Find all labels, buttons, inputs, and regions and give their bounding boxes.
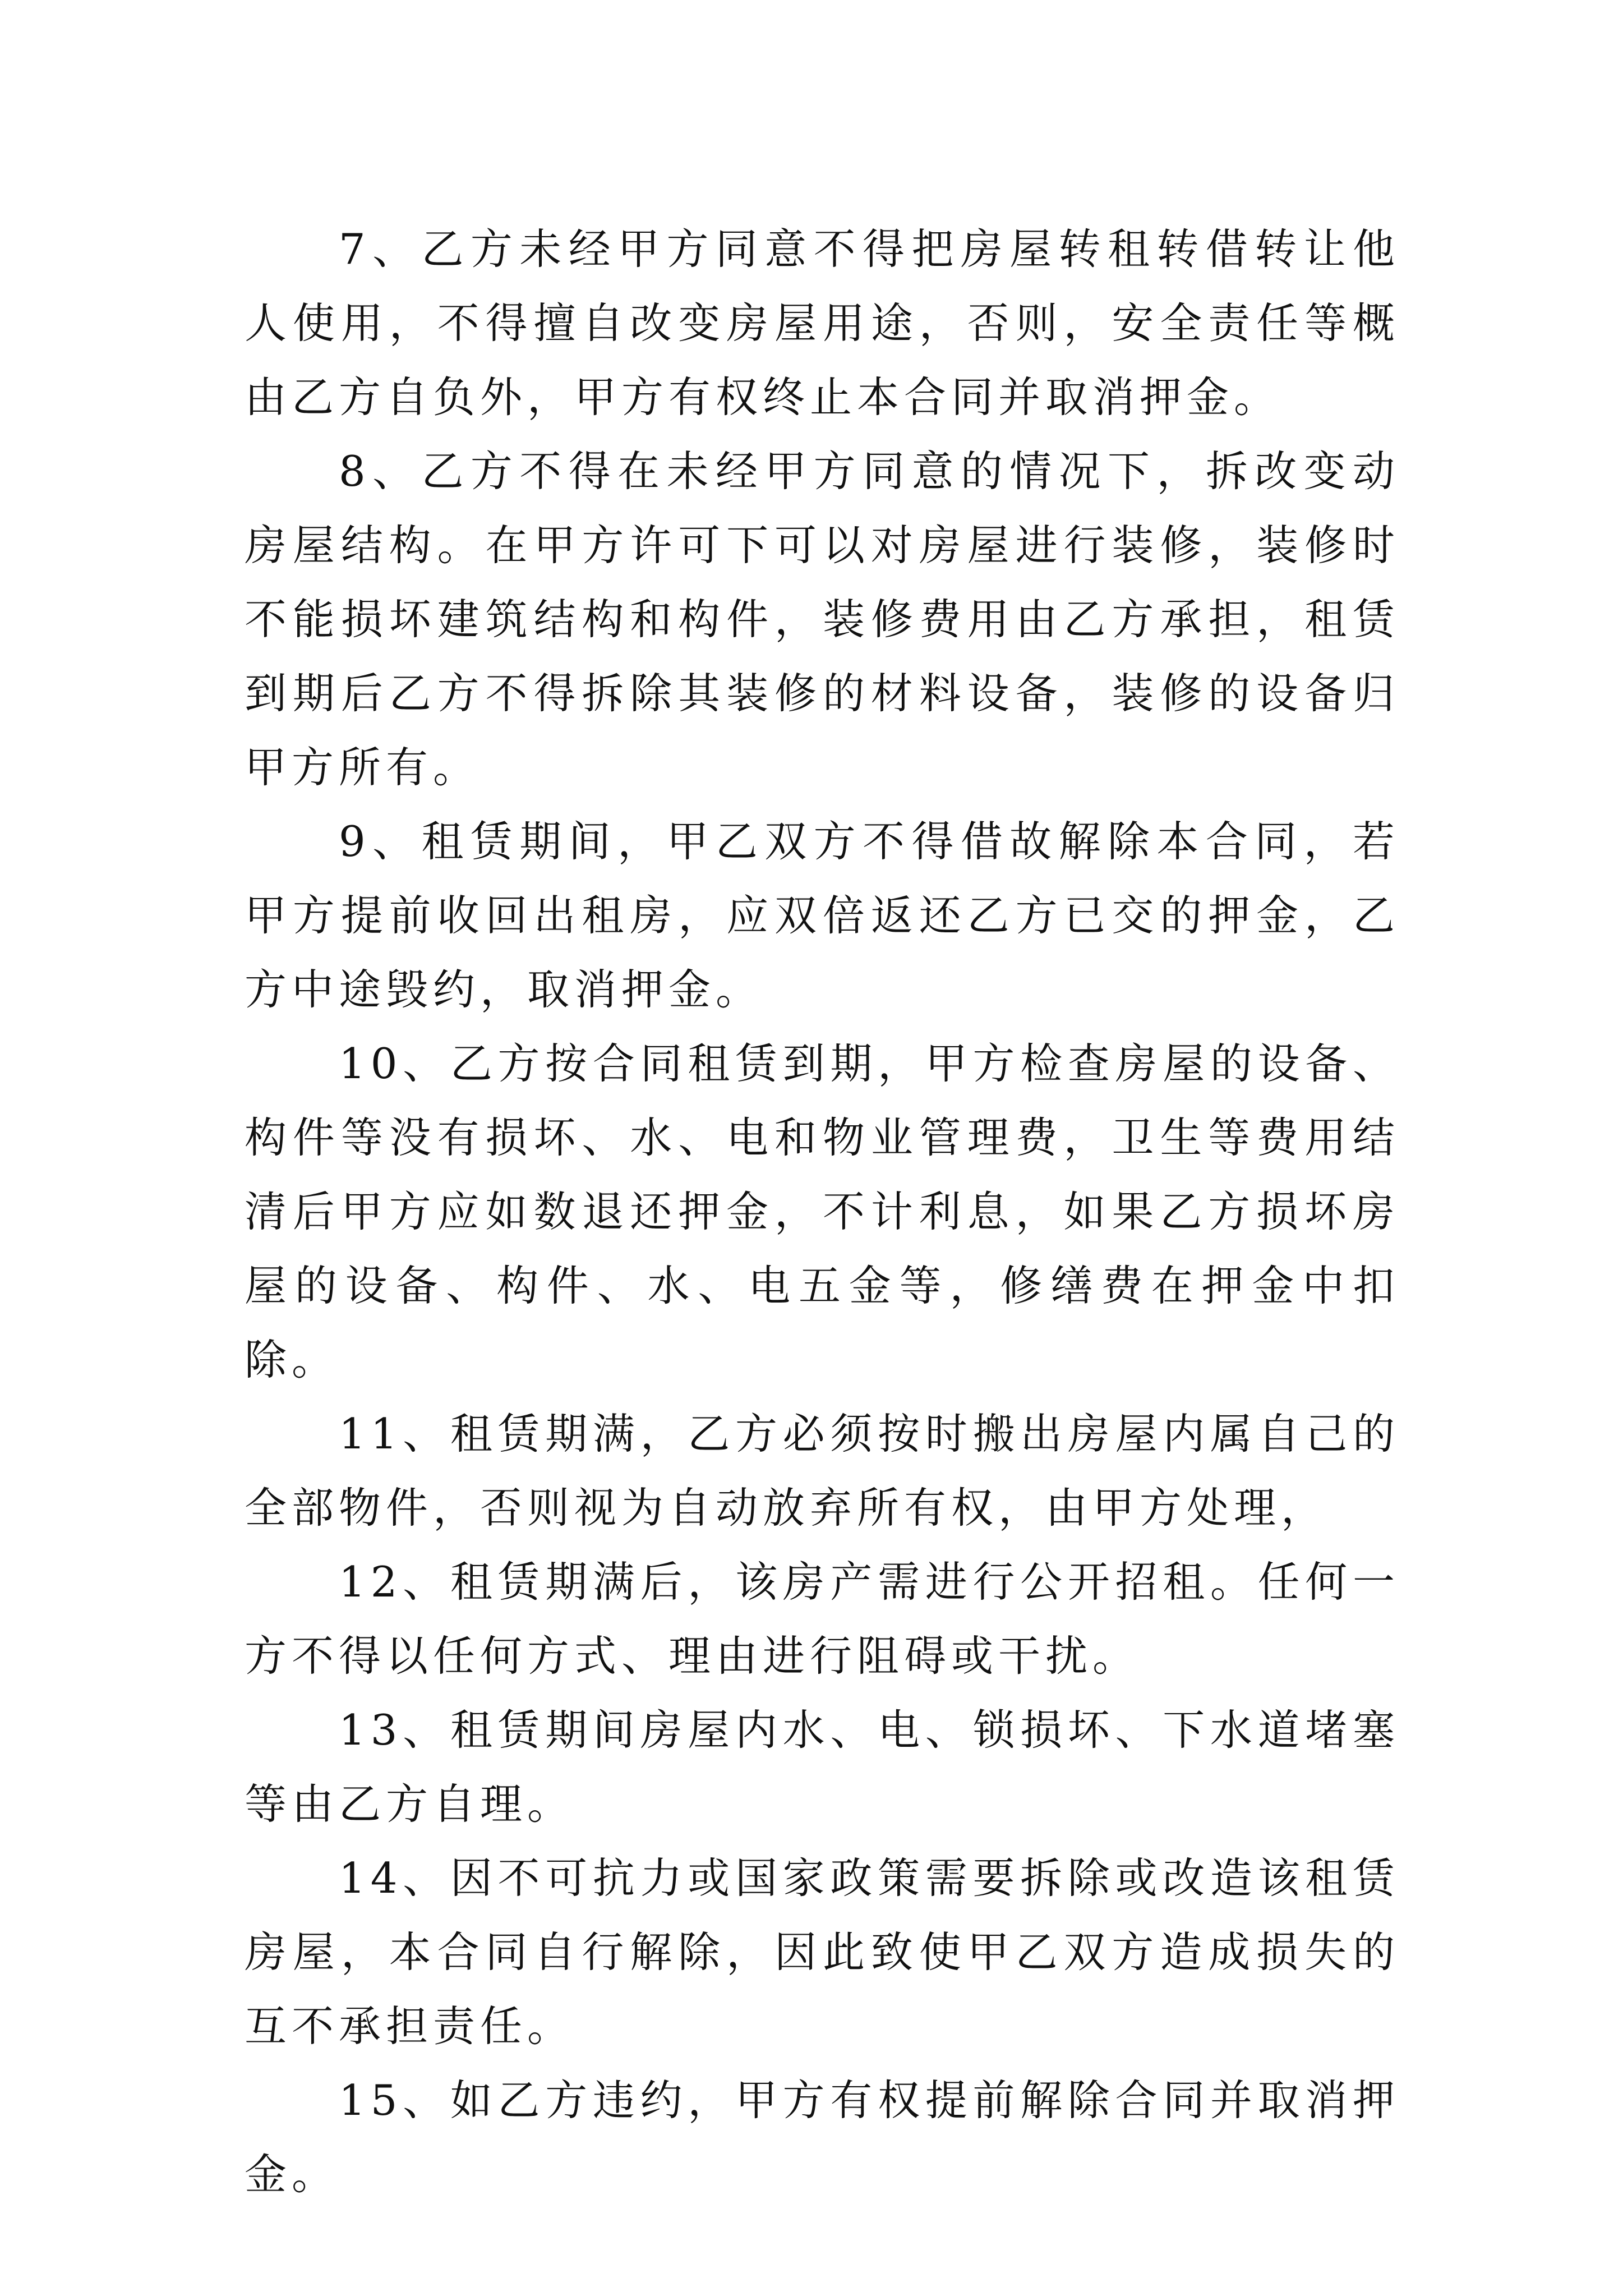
clause-14: 14、因不可抗力或国家政策需要拆除或改造该租赁房屋，本合同自行解除，因此致使甲乙双方造成损失的互不承担责任。 [245, 1853, 1400, 2051]
clause-15: 15、如乙方违约，甲方有权提前解除合同并取消押金。 [245, 2076, 1400, 2199]
clause-12: 12、租赁期满后，该房产需进行公开招租。任何一方不得以任何方式、理由进行阻碍或干扰。 [245, 1557, 1400, 1681]
clause-10: 10、乙方按合同租赁到期，甲方检查房屋的设备、构件等没有损坏、水、电和物业管理费，卫生等费用结清后甲方应如数退还押金，不计利息，如果乙方损坏房屋的设备、构件、水、电五金等，修缮费在押金中扣除。 [245, 1039, 1400, 1384]
clause-13: 13、租赁期间房屋内水、电、锁损坏、下水道堵塞等由乙方自理。 [245, 1705, 1400, 1829]
clause-9: 9、租赁期间，甲乙双方不得借故解除本合同，若甲方提前收回出租房，应双倍返还乙方已交的押金，乙方中途毁约，取消押金。 [245, 817, 1400, 1014]
contract-clauses [245, 212, 1400, 2211]
clause-7: 7、乙方未经甲方同意不得把房屋转租转借转让他人使用，不得擅自改变房屋用途，否则，安全责任等概由乙方自负外，甲方有权终止本合同并取消押金。 [245, 224, 1400, 422]
clause-8: 8、乙方不得在未经甲方同意的情况下，拆改变动房屋结构。在甲方许可下可以对房屋进行装修，装修时不能损坏建筑结构和构件，装修费用由乙方承担，租赁到期后乙方不得拆除其装修的材料设备，装修的设备归甲方所有。 [245, 447, 1400, 792]
clause-11: 11、租赁期满，乙方必须按时搬出房屋内属自己的全部物件，否则视为自动放弃所有权，由甲方处理， [245, 1409, 1400, 1533]
